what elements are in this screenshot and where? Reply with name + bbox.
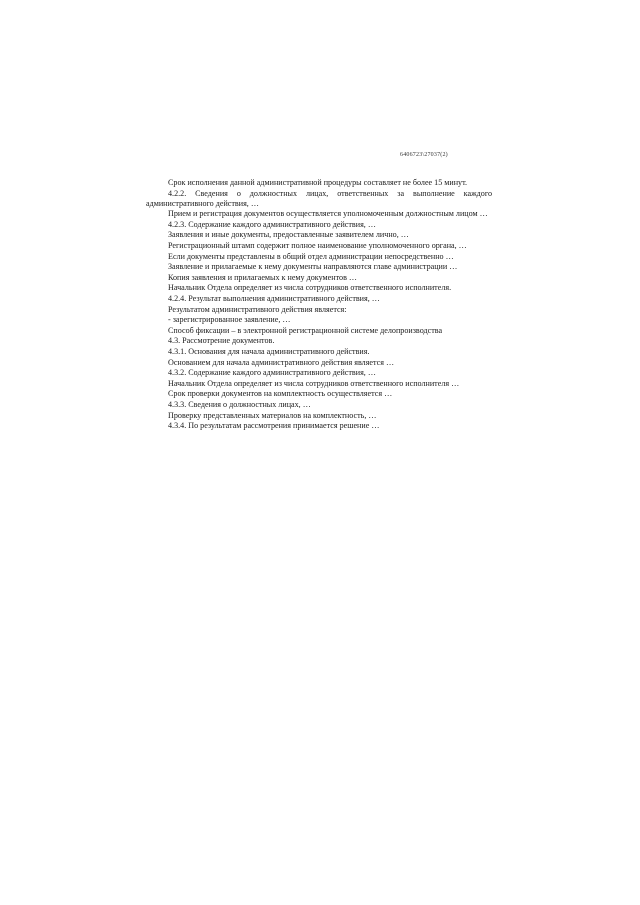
- paragraph: Прием и регистрация документов осуществляется уполномоченным должностным лицом …: [168, 209, 488, 219]
- paragraph: Результатом административного действия является:: [168, 304, 347, 314]
- paragraph: Если документы представлены в общий отдел администрации непосредственно …: [168, 251, 454, 261]
- paragraph: Проверку представленных материалов на комплектность, …: [168, 410, 377, 420]
- paragraph: 4.2.3. Содержание каждого административного действия, …: [168, 219, 376, 229]
- paragraph: Заявление и прилагаемые к нему документы направляются главе администрации …: [168, 262, 458, 272]
- paragraph: 4.3.4. По результатам рассмотрения принимается решение …: [168, 421, 380, 431]
- paragraph: 4.2.4. Результат выполнения административного действия, …: [168, 294, 380, 304]
- paragraph: Регистрационный штамп содержит полное наименование уполномоченного органа, …: [168, 241, 467, 251]
- paragraph: Срок проверки документов на комплектность осуществляется …: [168, 389, 393, 399]
- paragraph: Основанием для начала административного действия является …: [168, 357, 395, 367]
- paragraph: 4.2.2. Сведения о должностных лицах, ответственных за выполнение каждого административного действия, …: [146, 188, 492, 208]
- document-code: 6406723\27037(2): [400, 152, 448, 158]
- paragraph: Способ фиксации – в электронной регистрационной системе делопроизводства: [168, 325, 443, 335]
- paragraph: Заявления и иные документы, предоставленные заявителем лично, …: [168, 230, 409, 240]
- paragraph: - зарегистрированное заявление, …: [168, 315, 291, 325]
- paragraph: 4.3. Рассмотрение документов.: [168, 336, 275, 346]
- paragraph: Срок исполнения данной административной процедуры составляет не более 15 минут.: [168, 178, 468, 187]
- paragraph: Копия заявления и прилагаемых к нему документов …: [168, 272, 358, 282]
- paragraph: 4.3.1. Основания для начала административного действия.: [168, 347, 370, 356]
- document-body: [146, 178, 492, 432]
- paragraph: Начальник Отдела определяет из числа сотрудников ответственного исполнителя …: [168, 378, 460, 388]
- paragraph: 4.3.2. Содержание каждого административного действия, …: [168, 368, 376, 378]
- paragraph: 4.3.3. Сведения о должностных лицах, …: [168, 399, 311, 409]
- paragraph: Начальник Отдела определяет из числа сотрудников ответственного исполнителя.: [168, 283, 452, 293]
